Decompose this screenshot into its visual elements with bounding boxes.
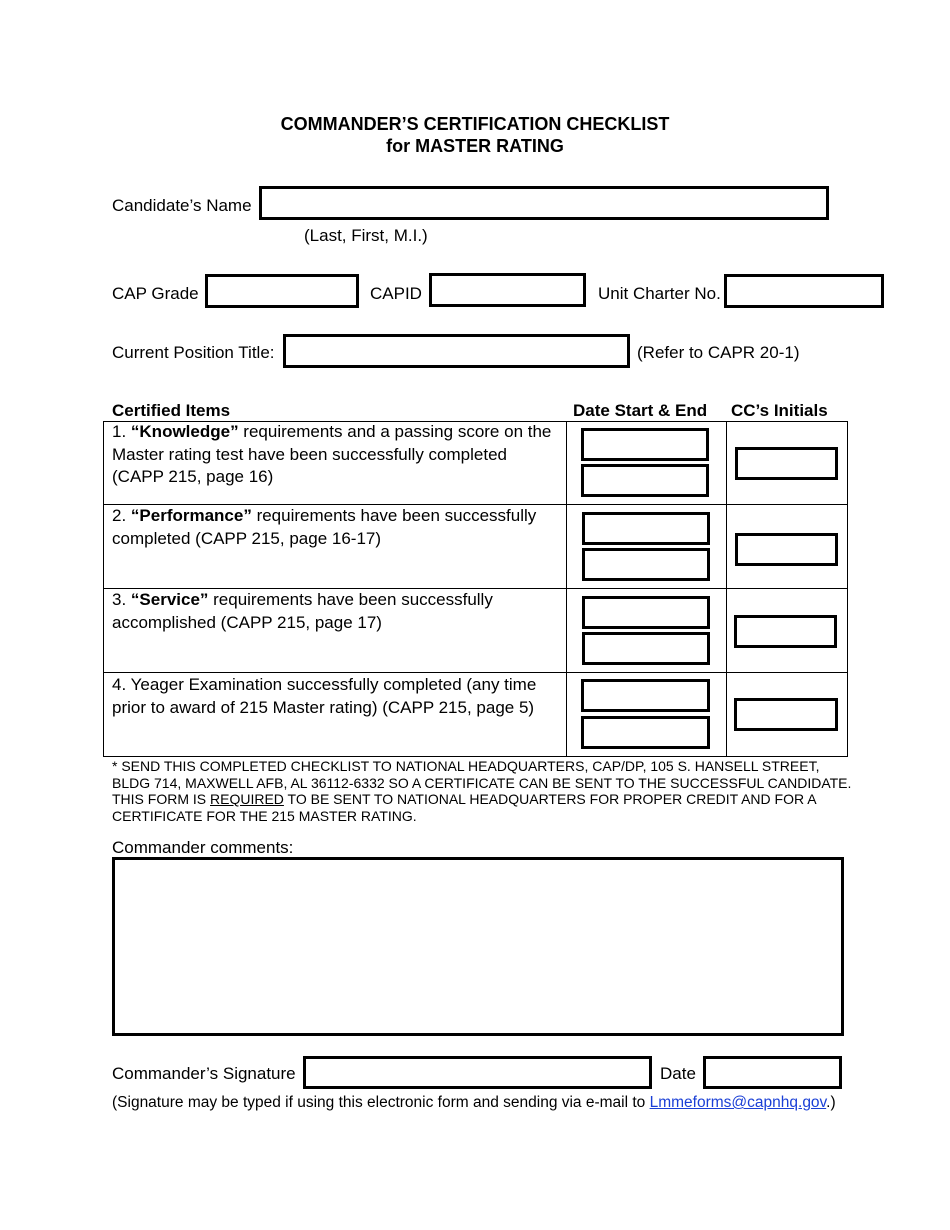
form-title: COMMANDER’S CERTIFICATION CHECKLIST [280, 114, 670, 134]
date-field[interactable] [703, 1056, 842, 1089]
item-description: requirements have been successfully completed (CAPP 215, page 16-17) [112, 506, 537, 548]
date-label: Date [660, 1064, 696, 1083]
service-start-date-field[interactable] [582, 596, 710, 629]
item-yeager-exam [112, 674, 562, 719]
item-keyword: “Performance” [130, 506, 252, 525]
commander-comments-field[interactable] [112, 857, 844, 1036]
item-keyword: “Knowledge” [130, 422, 239, 441]
item-description: requirements have been successfully accomplished (CAPP 215, page 17) [112, 590, 493, 632]
service-initials-field[interactable] [734, 615, 837, 648]
cap-grade-label: CAP Grade [112, 284, 199, 303]
commander-signature-label: Commander’s Signature [112, 1064, 296, 1083]
performance-start-date-field[interactable] [582, 512, 710, 545]
knowledge-start-date-field[interactable] [581, 428, 709, 461]
yeager-start-date-field[interactable] [581, 679, 710, 712]
header-certified-items: Certified Items [112, 401, 231, 420]
item-keyword: “Service” [130, 590, 209, 609]
knowledge-end-date-field[interactable] [581, 464, 709, 497]
item-performance [112, 505, 562, 550]
commander-comments-label: Commander comments: [112, 838, 294, 857]
performance-end-date-field[interactable] [582, 548, 710, 581]
yeager-end-date-field[interactable] [581, 716, 710, 749]
header-date-start-end: Date Start & End [573, 401, 708, 420]
item-number: 4. [112, 675, 131, 694]
header-cc-initials: CC’s Initials [731, 401, 828, 420]
knowledge-initials-field[interactable] [735, 447, 838, 480]
item-number: 3. [112, 590, 131, 609]
submission-notice: * SEND THIS COMPLETED CHECKLIST TO NATIONAL HEADQUARTERS, CAP/DP, 105 S. HANSELL STREET, BLDG 714, MAXWELL AFB, AL 36112-6332 SO A CERTIFICATE CAN BE SENT TO THE SUCCESSFUL CANDIDATE. THIS FORM IS REQUIRED TO BE SENT TO NATIONAL HEADQUARTERS FOR PROPER CREDIT AND FOR A CERTIFICATE FOR THE 215 MASTER RATING. [112, 758, 852, 824]
commander-signature-field[interactable] [303, 1056, 652, 1089]
unit-charter-label: Unit Charter No. [598, 284, 721, 303]
item-description: Yeager Examination successfully completed (any time prior to award of 215 Master rating) (CAPP 215, page 5) [112, 675, 537, 717]
candidate-name-field[interactable] [259, 186, 829, 220]
required-emphasis: REQUIRED [210, 791, 284, 807]
form-subtitle: for MASTER RATING [386, 136, 564, 156]
signature-note: (Signature may be typed if using this electronic form and sending via e-mail to Lmmeforms@capnhq.gov.) [112, 1094, 836, 1111]
item-number: 2. [112, 506, 131, 525]
yeager-initials-field[interactable] [734, 698, 838, 731]
cap-grade-field[interactable] [205, 274, 359, 308]
item-number: 1. [112, 422, 131, 441]
position-title-label: Current Position Title: [112, 343, 275, 362]
candidate-name-hint: (Last, First, M.I.) [304, 226, 428, 245]
position-title-hint: (Refer to CAPR 20-1) [637, 343, 800, 362]
position-title-field[interactable] [283, 334, 630, 368]
item-knowledge [112, 421, 562, 489]
candidate-name-label: Candidate’s Name [112, 196, 252, 215]
item-description: requirements and a passing score on the Master rating test have been successfully completed (CAPP 215, page 16) [112, 422, 552, 486]
unit-charter-field[interactable] [724, 274, 884, 308]
service-end-date-field[interactable] [582, 632, 710, 665]
performance-initials-field[interactable] [735, 533, 838, 566]
capid-field[interactable] [429, 273, 586, 307]
item-service [112, 589, 562, 634]
capid-label: CAPID [370, 284, 422, 303]
email-link[interactable]: Lmmeforms@capnhq.gov [649, 1094, 827, 1111]
